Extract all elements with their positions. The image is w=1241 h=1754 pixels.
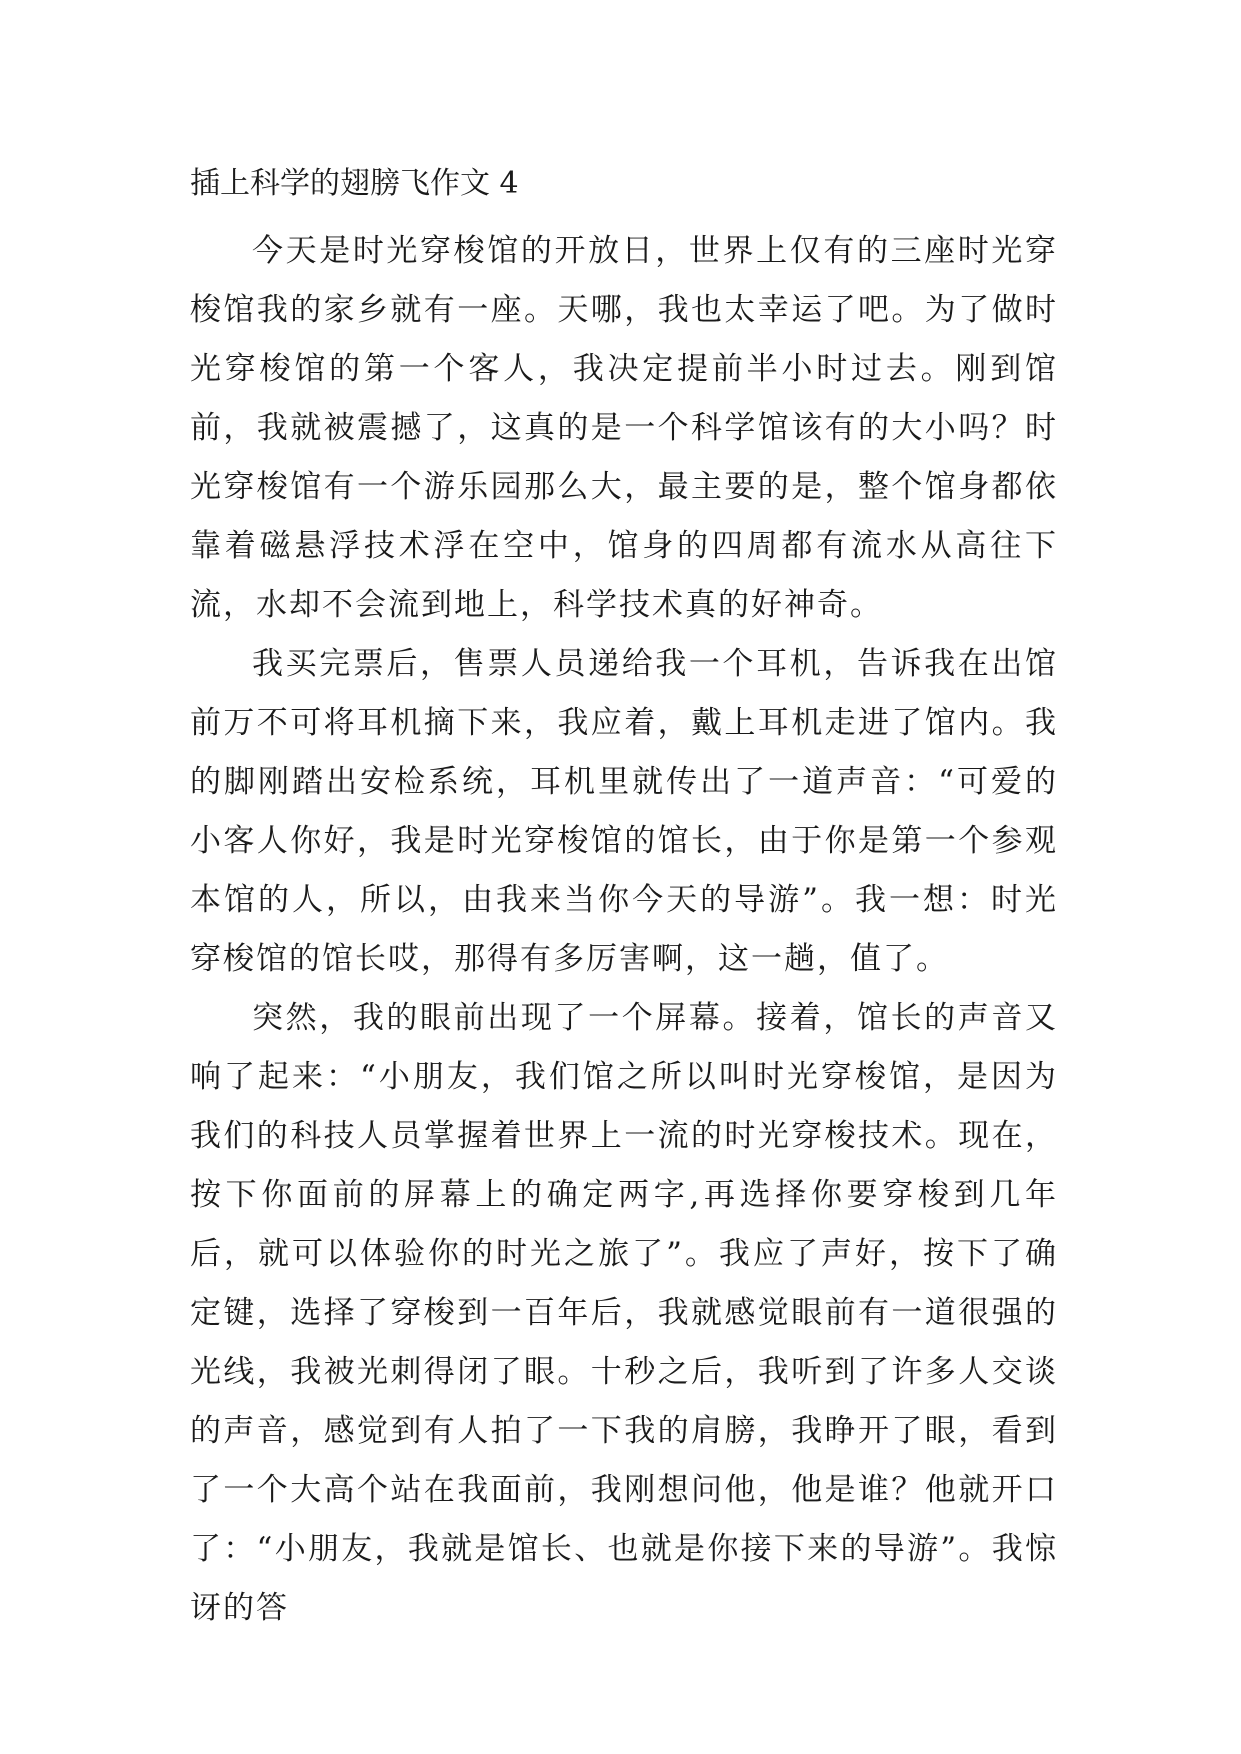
paragraph-3: 突然，我的眼前出现了一个屏幕。接着，馆长的声音又响了起来：“小朋友，我们馆之所以叫时光穿梭馆，是因为我们的科技人员掌握着世界上一流的时光穿梭技术。现在，按下你面前的屏幕上的确定两字,再选择你要穿梭到几年后，就可以体验你的时光之旅了”。我应了声好，按下了确定键，选择了穿梭到一百年后，我就感觉眼前有一道很强的光线，我被光刺得闭了眼。十秒之后，我听到了许多人交谈的声音，感觉到有人拍了一下我的肩膀，我睁开了眼，看到了一个大高个站在我面前，我刚想问他，他是谁？他就开口了：“小朋友，我就是馆长、也就是你接下来的导游”。我惊讶的答 [190, 1000, 1058, 1626]
document-title: 插上科学的翅膀飞作文 4 [190, 166, 519, 201]
paragraph-1: 今天是时光穿梭馆的开放日，世界上仅有的三座时光穿梭馆我的家乡就有一座。天哪，我也太幸运了吧。为了做时光穿梭馆的第一个客人，我决定提前半小时过去。刚到馆前，我就被震撼了，这真的是一个科学馆该有的大小吗？时光穿梭馆有一个游乐园那么大，最主要的是，整个馆身都依靠着磁悬浮技术浮在空中，馆身的四周都有流水从高往下流，水却不会流到地上，科学技术真的好神奇。 [190, 233, 1058, 623]
paragraph-2: 我买完票后，售票人员递给我一个耳机，告诉我在出馆前万不可将耳机摘下来，我应着，戴上耳机走进了馆内。我的脚刚踏出安检系统，耳机里就传出了一道声音：“可爱的小客人你好，我是时光穿梭馆的馆长，由于你是第一个参观本馆的人，所以，由我来当你今天的导游”。我一想：时光穿梭馆的馆长哎，那得有多厉害啊，这一趟，值了。 [190, 646, 1058, 977]
document-body [190, 222, 1058, 1638]
